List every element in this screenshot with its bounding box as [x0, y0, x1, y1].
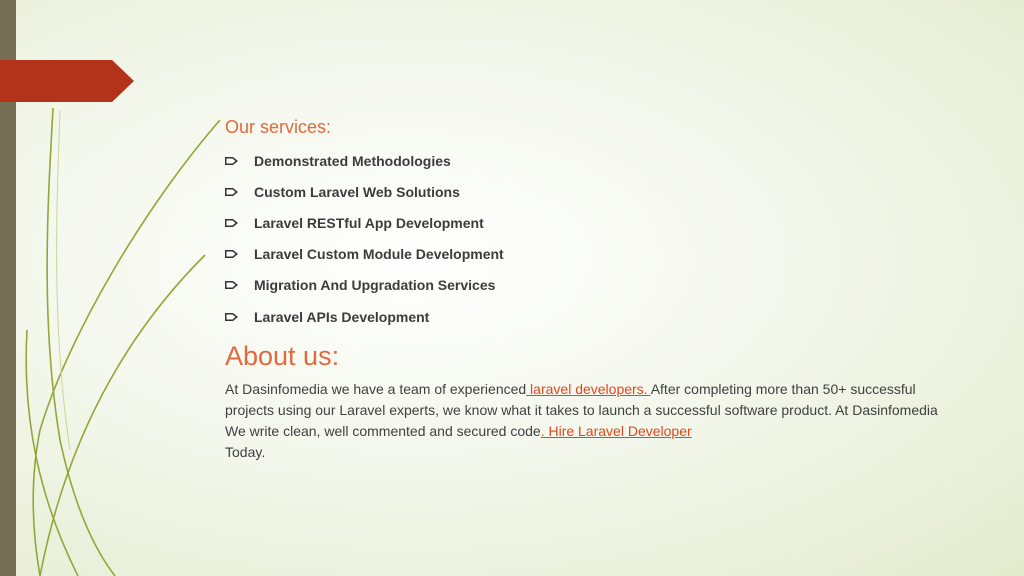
services-heading: Our services:	[225, 117, 332, 137]
about-text-part: Today.	[225, 444, 266, 461]
service-label: Laravel RESTful App Development	[254, 214, 484, 231]
list-item	[225, 207, 945, 238]
list-item	[225, 176, 945, 207]
list-item	[225, 270, 945, 301]
arrow-bullet-icon	[225, 187, 239, 197]
services-list	[225, 145, 945, 332]
arrow-bullet-icon	[225, 280, 239, 290]
about-paragraph	[225, 379, 945, 463]
list-item	[225, 145, 945, 176]
arrow-bullet-icon	[225, 249, 239, 259]
list-item	[225, 301, 945, 332]
arrow-bullet-icon	[225, 218, 239, 228]
about-heading: About us:	[225, 341, 340, 372]
decorative-grass-curves	[0, 0, 260, 576]
service-label: Laravel APIs Development	[254, 308, 430, 325]
laravel-developers-link[interactable]: laravel developers.	[526, 381, 651, 398]
arrow-bullet-icon	[225, 312, 239, 322]
about-text-part: After completing more than 50+ successful projects using our Laravel experts, we know what it takes to launch a successful software product. At Dasinfomedia We write clean, well commented and secured code	[225, 381, 938, 440]
list-item	[225, 239, 945, 270]
service-label: Demonstrated Methodologies	[254, 152, 451, 169]
hire-laravel-developer-link[interactable]: . Hire Laravel Developer	[540, 423, 692, 440]
service-label: Laravel Custom Module Development	[254, 246, 504, 263]
service-label: Custom Laravel Web Solutions	[254, 183, 460, 200]
slide-content	[225, 115, 945, 463]
arrow-bullet-icon	[225, 156, 239, 166]
about-text-part: At Dasinfomedia we have a team of experienced	[225, 381, 527, 398]
service-label: Migration And Upgradation Services	[254, 277, 496, 294]
